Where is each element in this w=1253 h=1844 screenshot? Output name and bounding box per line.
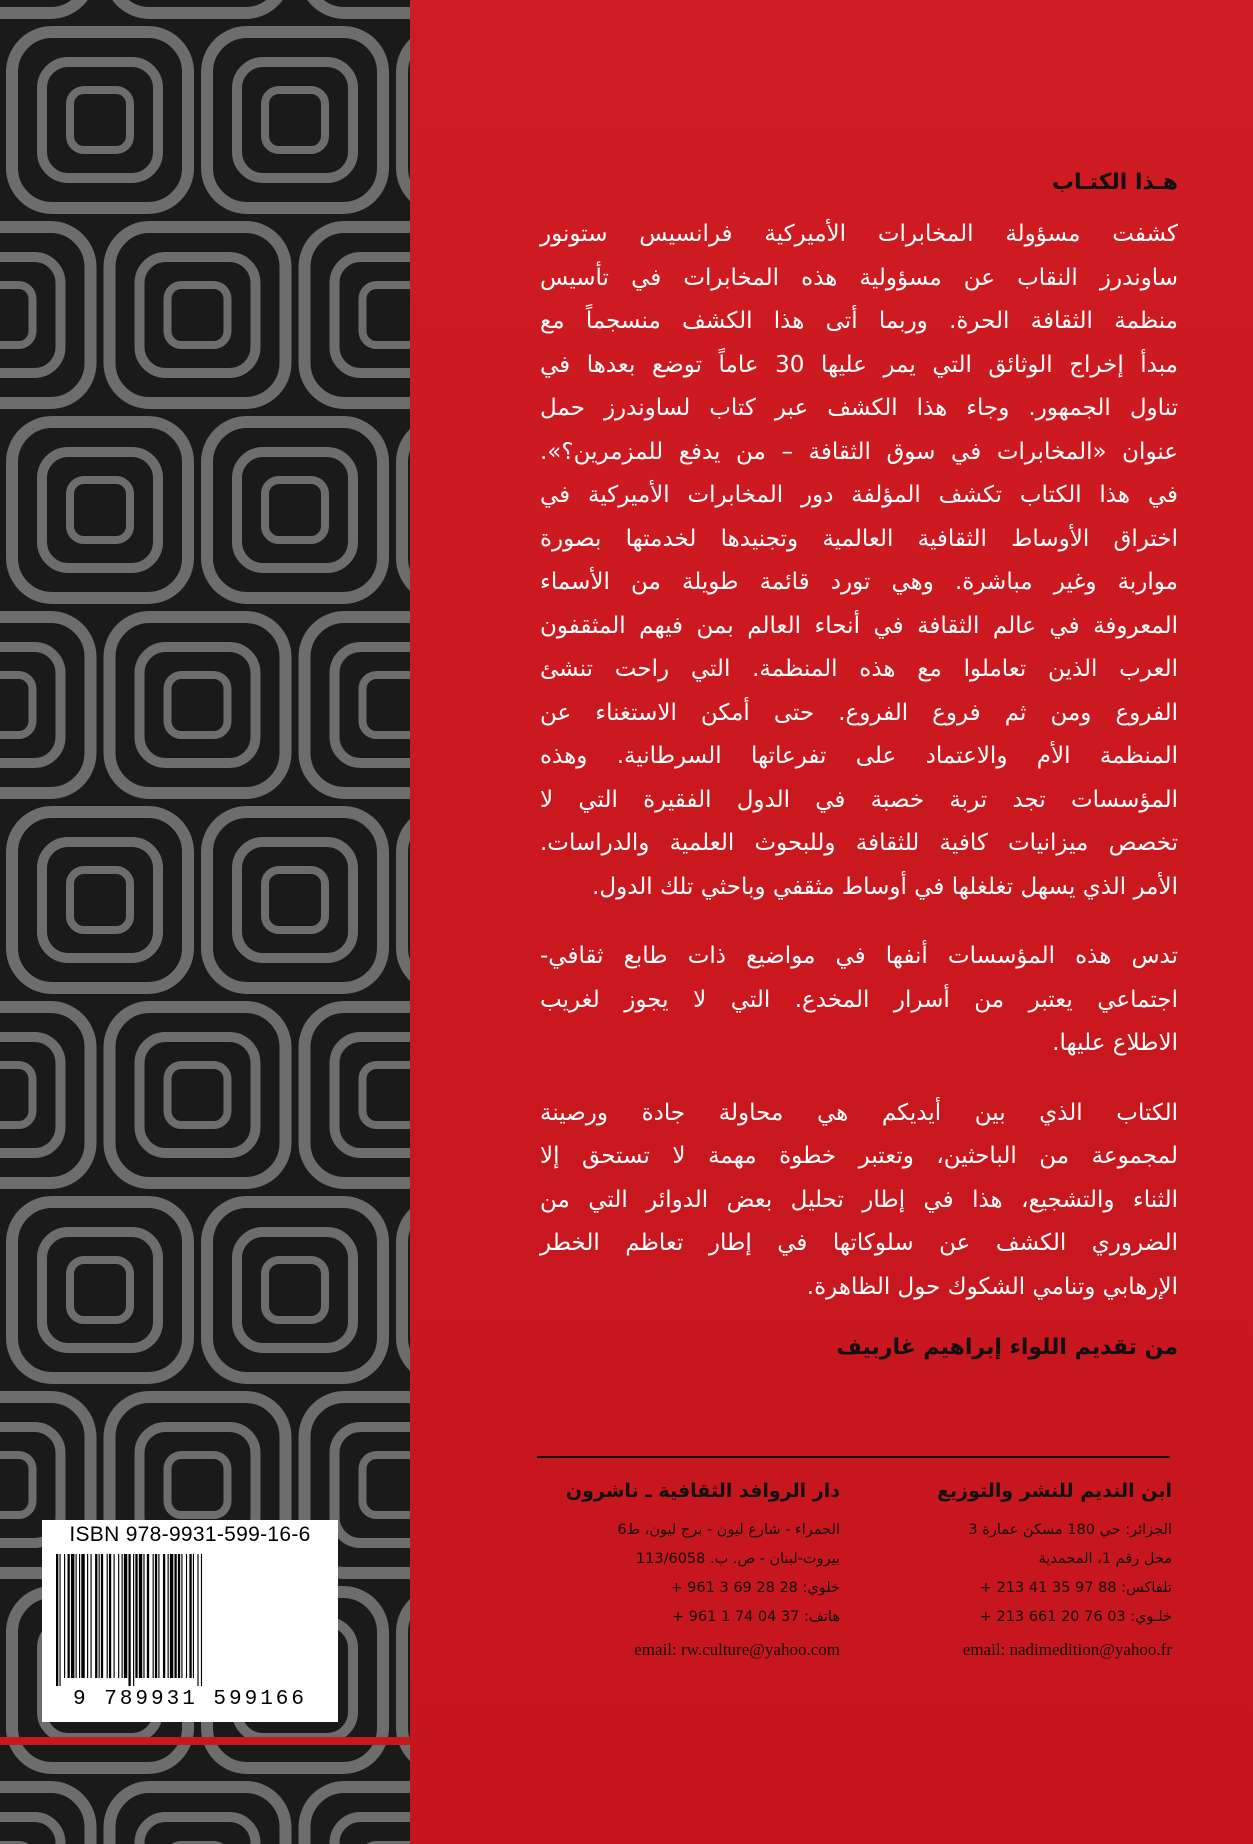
- blurb-line: المنظمة الأم والاعتماد على تفرعاتها السرطانية. وهذه: [540, 743, 1178, 769]
- pattern-square: [265, 1260, 325, 1320]
- blurb-heading: هـذا الكتـاب: [1051, 170, 1178, 195]
- barcode-bar: [99, 1554, 100, 1678]
- blurb-line: لمجموعة من الباحثين، وتعتبر خطوة مهمة لا تستحق إلا: [540, 1143, 1178, 1169]
- barcode-bar: [139, 1554, 142, 1678]
- blurb-line: كشفت مسؤولة المخابرات الأميركية فرانسيس ستونور: [540, 221, 1178, 247]
- pattern-square: [42, 452, 158, 568]
- blurb-line: الإرهابي وتنامي الشكوك حول الظاهرة.: [806, 1273, 1178, 1300]
- pattern-square: [335, 257, 411, 373]
- pattern-square: [237, 62, 353, 178]
- barcode-bar: [91, 1554, 92, 1678]
- blurb-line: المعروفة في عالم الثقافة في أنحاء العالم بمن فيهم المثقفون: [540, 612, 1178, 639]
- blurb-line: اجتماعي يعتبر من أسرار المخدع. التي لا يجوز لغريب: [540, 986, 1178, 1013]
- barcode-bar: [143, 1554, 144, 1678]
- publisher-email: email: rw.culture@yahoo.com: [634, 1640, 840, 1659]
- barcode-bar: [128, 1554, 130, 1686]
- barcode-digits: 9 789931 599166: [72, 1688, 308, 1711]
- blurb-paragraph: [540, 935, 1178, 1066]
- pattern-square: [168, 1455, 228, 1515]
- barcode-bars: [56, 1554, 324, 1686]
- pattern-square: [70, 480, 130, 540]
- pattern-square: [305, 0, 411, 13]
- barcode-bar: [201, 1554, 202, 1686]
- pattern-square: [168, 285, 228, 345]
- blurb-line: المؤسسات تجد تربة خصبة في الدول الفقيرة التي لا: [540, 786, 1178, 813]
- barcode-bar: [95, 1554, 97, 1678]
- blurb-line: منظمة الثقافة الحرة. وربما أتى هذا الكشف منسجماً مع: [540, 308, 1178, 334]
- barcode-bar: [122, 1554, 123, 1678]
- barcode-bar: [56, 1554, 58, 1686]
- barcode-bar: [174, 1554, 176, 1678]
- publisher-mobile: خلوي: 28 28 69 3 961 +: [670, 1580, 840, 1596]
- blurb-line: تناول الجمهور. وجاء هذا الكشف عبر كتاب لساوندرز حمل: [540, 395, 1178, 421]
- barcode-bar: [178, 1554, 180, 1678]
- pattern-square: [42, 1232, 158, 1348]
- pattern-square: [0, 285, 33, 345]
- publisher-address-1: الحمراء - شارع ليون - برج ليون، ط6: [617, 1522, 840, 1538]
- pattern-square: [110, 0, 286, 13]
- barcode-bar: [147, 1554, 149, 1678]
- pattern-square: [42, 842, 158, 958]
- barcode-bar: [71, 1554, 74, 1678]
- barcode-bar: [101, 1554, 103, 1678]
- pattern-square: [140, 1817, 256, 1844]
- blurb-line: الثناء والتشجيع، هذا في إطار تحليل بعض الدوائر التي من: [540, 1186, 1178, 1213]
- barcode-bar: [114, 1554, 115, 1678]
- barcode-bar: [163, 1554, 165, 1678]
- barcode-bar: [118, 1554, 119, 1678]
- barcode-bar: [109, 1554, 111, 1678]
- pattern-square: [335, 1427, 411, 1543]
- pattern-square: [140, 257, 256, 373]
- publisher-nadim: [880, 1480, 1172, 1660]
- blurb-line: عنوان «المخابرات في سوق الثقافة – من يدفع للمزمرين؟».: [540, 438, 1178, 465]
- publisher-phone: هاتف: 37 04 74 1 961 +: [671, 1609, 840, 1625]
- pattern-square: [237, 452, 353, 568]
- publisher-name: دار الروافد الثقافية ـ ناشرون: [565, 1480, 840, 1502]
- pattern-square: [335, 1817, 411, 1844]
- pattern-square: [402, 32, 410, 208]
- pattern-square: [0, 1455, 33, 1515]
- pattern-square: [168, 1065, 228, 1125]
- pattern-square: [363, 675, 411, 735]
- isbn-label: ISBN 978-9931-599-16-6: [69, 1523, 311, 1546]
- blurb-paragraph: [540, 213, 1178, 909]
- barcode-bar: [155, 1554, 157, 1678]
- barcode-bar: [133, 1554, 134, 1686]
- barcode-bar: [68, 1554, 70, 1678]
- pattern-square: [265, 870, 325, 930]
- blurb-paragraph: [540, 1092, 1178, 1310]
- blurb-line: تخصص ميزانيات كافية للثقافة وللبحوث العلمية والدراسات.: [540, 830, 1178, 856]
- blurb-line: الضروري الكشف عن سلوكاتها في إطار تعاظم الخطر: [540, 1230, 1178, 1256]
- barcode-bar: [87, 1554, 88, 1678]
- pattern-square: [402, 1202, 410, 1378]
- pattern-square: [237, 1232, 353, 1348]
- publisher-address-2: بيروت-لبنان - ص. ب. 113/6058: [635, 1551, 840, 1567]
- blurb-line: العرب الذين تعاملوا مع هذه المنظمة. التي راحت تنشئ: [540, 656, 1178, 682]
- barcode-bar: [170, 1554, 173, 1678]
- barcode-bar: [76, 1554, 77, 1678]
- pattern-square: [0, 1817, 61, 1844]
- blurb-paragraphs: [540, 213, 1178, 1309]
- publisher-address-2: محل رقم 1، المحمدية: [1038, 1551, 1172, 1567]
- pattern-square: [42, 62, 158, 178]
- pattern-square: [0, 675, 33, 735]
- barcode-bar: [181, 1554, 182, 1678]
- publisher-email: email: nadimedition@yahoo.fr: [962, 1640, 1172, 1659]
- pattern-square: [237, 842, 353, 958]
- barcode-bar: [186, 1554, 187, 1678]
- pattern-square: [168, 675, 228, 735]
- barcode-bar: [189, 1554, 191, 1678]
- publisher-rawafed: [550, 1480, 840, 1660]
- pattern-square: [402, 812, 410, 988]
- publisher-name: ابن النديم للنشر والتوزيع: [937, 1480, 1172, 1502]
- pattern-square: [335, 647, 411, 763]
- pattern-square: [0, 1065, 33, 1125]
- pattern-square: [265, 90, 325, 150]
- blurb-line: اختراق الأوساط الثقافية العالمية وتجنيدها لخدمتها بصورة: [540, 525, 1178, 552]
- barcode-bar: [124, 1554, 127, 1678]
- publisher-fax: تلفاكس: 88 97 35 41 213 +: [979, 1580, 1172, 1596]
- pattern-square: [335, 1037, 411, 1153]
- pattern-square: [265, 480, 325, 540]
- barcode-bar: [64, 1554, 65, 1678]
- pattern-square: [402, 422, 410, 598]
- blurb-line: مواربة وغير مباشرة. وهي تورد قائمة طويلة من الأسماء: [540, 569, 1178, 595]
- publisher-mobile: خلـوي: 03 76 20 661 213 +: [979, 1609, 1172, 1625]
- barcode-bar: [168, 1554, 169, 1678]
- pattern-square: [363, 1455, 411, 1515]
- barcode-bar: [81, 1554, 84, 1678]
- pattern-square: [140, 1037, 256, 1153]
- barcode-bar: [158, 1554, 159, 1678]
- pattern-square: [140, 647, 256, 763]
- blurb-line: مبدأ إخراج الوثائق التي يمر عليها 30 عاماً توضع بعدها في: [540, 351, 1178, 378]
- pattern-square: [70, 870, 130, 930]
- blurb-line: ساوندرز النقاب عن مسؤولية هذه المخابرات في تأسيس: [540, 264, 1178, 291]
- blurb-line: الفروع ومن ثم فروع الفروع. حتى أمكن الاستغناء عن: [540, 699, 1178, 726]
- divider-rule: [537, 1456, 1170, 1458]
- barcode-bar: [107, 1554, 108, 1678]
- pattern-square: [363, 285, 411, 345]
- blurb-line: في هذا الكتاب تكشف المؤلفة دور المخابرات الأميركية في: [540, 482, 1178, 508]
- pattern-square: [0, 0, 91, 13]
- blurb-line: الاطلاع عليها.: [1052, 1030, 1178, 1056]
- barcode-bar: [59, 1554, 60, 1686]
- blurb-line: تدس هذه المؤسسات أنفها في مواضيع ذات طابع ثقافي-: [540, 943, 1178, 969]
- pattern-square: [70, 1260, 130, 1320]
- red-accent-line: [0, 1737, 410, 1745]
- barcode-bar: [79, 1554, 80, 1678]
- isbn-barcode: [42, 1520, 338, 1722]
- publisher-address-1: الجزائر: حي 180 مسكن عمارة 3: [968, 1522, 1172, 1538]
- pattern-square: [363, 1065, 411, 1125]
- pattern-square: [70, 90, 130, 150]
- blurb-line: الكتاب الذي بين أيديكم هي محاولة جادة ورصينة: [540, 1099, 1178, 1126]
- barcode-bar: [135, 1554, 137, 1678]
- foreword-credit: من تقديم اللواء إبراهيم غاربيف: [836, 1335, 1178, 1360]
- barcode-bar: [197, 1554, 198, 1686]
- blurb-line: الأمر الذي يسهل تغلغلها في أوساط مثقفي وباحثي تلك الدول.: [592, 873, 1178, 900]
- blurb: [540, 170, 1178, 1360]
- barcode-bar: [193, 1554, 194, 1678]
- barcode-bar: [153, 1554, 154, 1678]
